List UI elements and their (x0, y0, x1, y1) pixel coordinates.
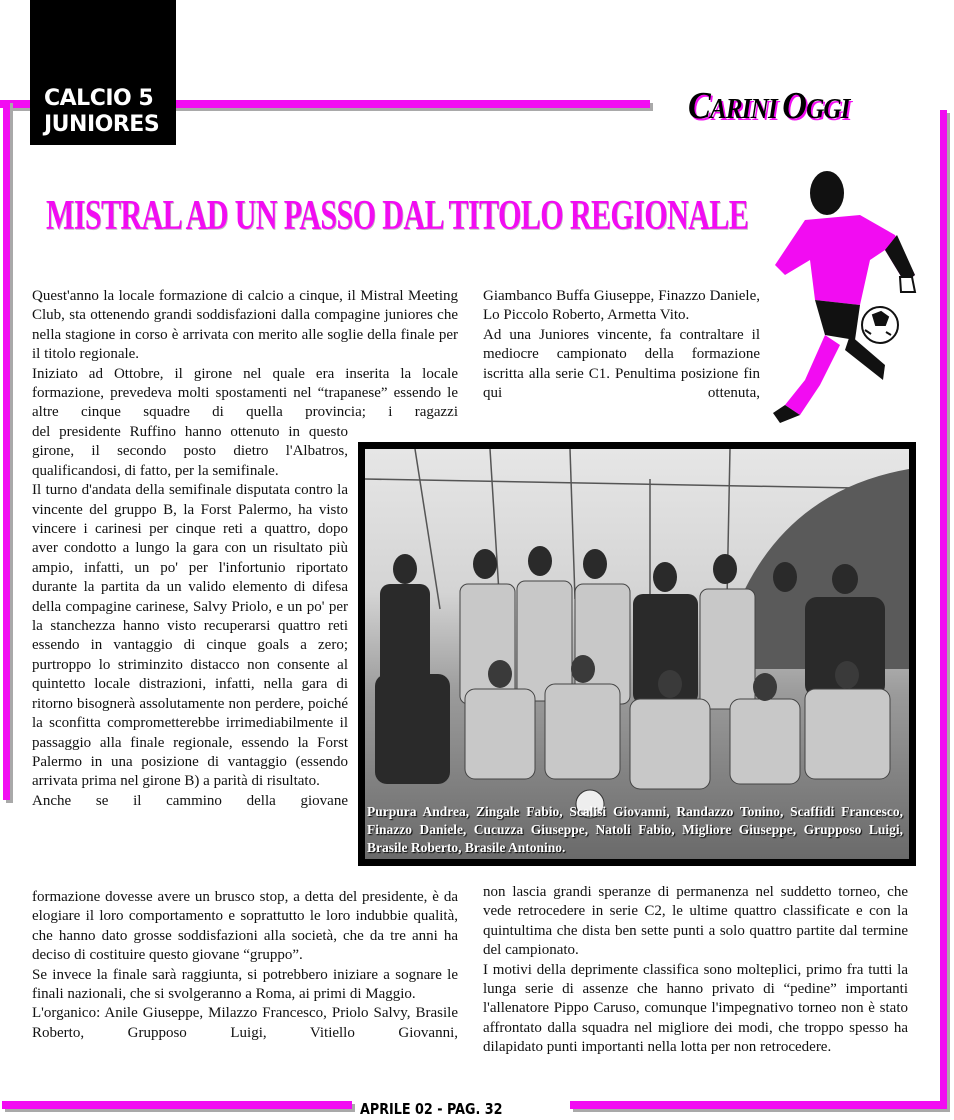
article-left-top (32, 287, 458, 423)
section-label (30, 0, 176, 145)
logo-text: ARINI (709, 94, 783, 125)
logo-letter: C (688, 85, 710, 127)
article-paragraph: L'organico: Anile Giuseppe, Milazzo Francesco, Priolo Salvy, Brasile Roberto, Grupposo Luigi, Vitiello Giovanni, (32, 1005, 458, 1041)
photo-caption: Purpura Andrea, Zingale Fabio, Scalisi Giovanni, Randazzo Tonino, Scaffidi Francesco, Finazzo Daniele, Cucuzza Giuseppe, Natoli Fabio, Migliore Giuseppe, Grupposo Luigi, Brasile Roberto, Brasile Antonino. (367, 804, 903, 855)
section-label-line1: CALCIO 5 (44, 86, 154, 111)
team-photo-image (365, 449, 909, 859)
article-paragraph: Il turno d'andata della semifinale disputata contro la vincente del gruppo B, la Forst Palermo, ha visto vincere i carinesi per cinque reti a quattro, dopo aver condotto a lungo la gara con un risultato più ampio, infatti, un po' per l'infortunio riportato durante la partita da un valido elemento di difesa della compagine carinese, Salvy Priolo, e un po' per la stanchezza hanno visto recuperarsi quattro reti essendo in vantaggio di cinque goals a zero; purtroppo lo striminzito distacco non consente al quintetto locale distrazioni, infatti, nella gara di ritorno bisognerà assolutamente non perdere, poiché la sconfitta comprometterebbe irrimediabilmente il passaggio alla finale regionale, essendo la Forst Palermo in una posizione di vantaggio (essendo arrivata prima nel girone B) a parità di risultato. (32, 482, 348, 790)
frame-bottom-bar-left (2, 1101, 352, 1109)
logo-text: GGI (806, 94, 850, 125)
team-photo-scene (365, 449, 909, 859)
article-paragraph: formazione dovesse avere un brusco stop, a detta del presidente, è da elogiare il loro comportamento e soprattutto le loro indubbie qualità, che hanno dato grosse soddisfazioni alla società, che da tre anni ha deciso di costituire questo giovane “gruppo”. (32, 889, 458, 964)
article-paragraph: I motivi della deprimente classifica sono molteplici, primo fra tutti la lunga serie di assenze che hanno privato di “pedine” importanti l'allenatore Pippo Caruso, comunque l'impegnativo torneo non è stato affrontato dalla squadra nel migliore dei modi, che troppo spesso ha dilapidato punti importanti nella lotta per non retrocedere. (483, 961, 908, 1056)
article-paragraph: Se invece la finale sarà raggiunta, si potrebbero iniziare a sognare le finali nazionali, che si svolgeranno a Roma, ai primi di Maggio. (32, 966, 458, 1003)
article-paragraph: Iniziato ad Ottobre, il girone nel quale era inserita la locale formazione, prevedeva molti spostamenti nel “trapanese” essendo le altre cinque squadre di quella provincia; i ragazzi (32, 365, 458, 421)
article-paragraph: Anche se il cammino della giovane (32, 792, 348, 809)
masthead-logo (688, 84, 850, 128)
frame-right-bar (940, 110, 947, 1108)
article-headline: MISTRAL AD UN PASSO DAL TITOLO REGIONALE (46, 193, 749, 239)
logo-letter: O (782, 85, 807, 127)
section-label-line2: JUNIORES (44, 112, 160, 137)
article-paragraph: Ad una Juniores vincente, fa contraltare il mediocre campionato della formazione iscritta alla serie C1. Penultima posizione fin qui ottenuta, (483, 326, 760, 402)
article-paragraph: Quest'anno la locale formazione di calcio a cinque, il Mistral Meeting Club, sta ottenendo grandi soddisfazioni dalla compagine juniores che nella stagione in corso è arrivata con merito alle soglie della finale per il titolo regionale. (32, 288, 458, 363)
soccer-player-illustration (765, 165, 920, 425)
article-left-wrap (32, 423, 348, 811)
frame-left-bar (3, 100, 10, 800)
article-paragraph: non lascia grandi speranze di permanenza nel suddetto torneo, che vede retrocedere in serie C2, le ultime quattro classificate e con la quintultima che dista ben sette punti a solo quattro partite dal termine del campionato. (483, 884, 908, 959)
article-right-bottom (483, 883, 908, 1058)
article-left-bottom (32, 888, 458, 1043)
page-footer: APRILE 02 - PAG. 32 (360, 1100, 503, 1118)
article-paragraph: Giambanco Buffa Giuseppe, Finazzo Daniele, Lo Piccolo Roberto, Armetta Vito. (483, 288, 760, 324)
article-paragraph: del presidente Ruffino hanno ottenuto in questo girone, il secondo posto dietro l'Albatros, qualificandosi, di fatto, per la semifinale. (32, 424, 348, 479)
team-photo (358, 442, 916, 866)
article-right-top (483, 287, 760, 403)
frame-bottom-bar-right (570, 1101, 947, 1109)
